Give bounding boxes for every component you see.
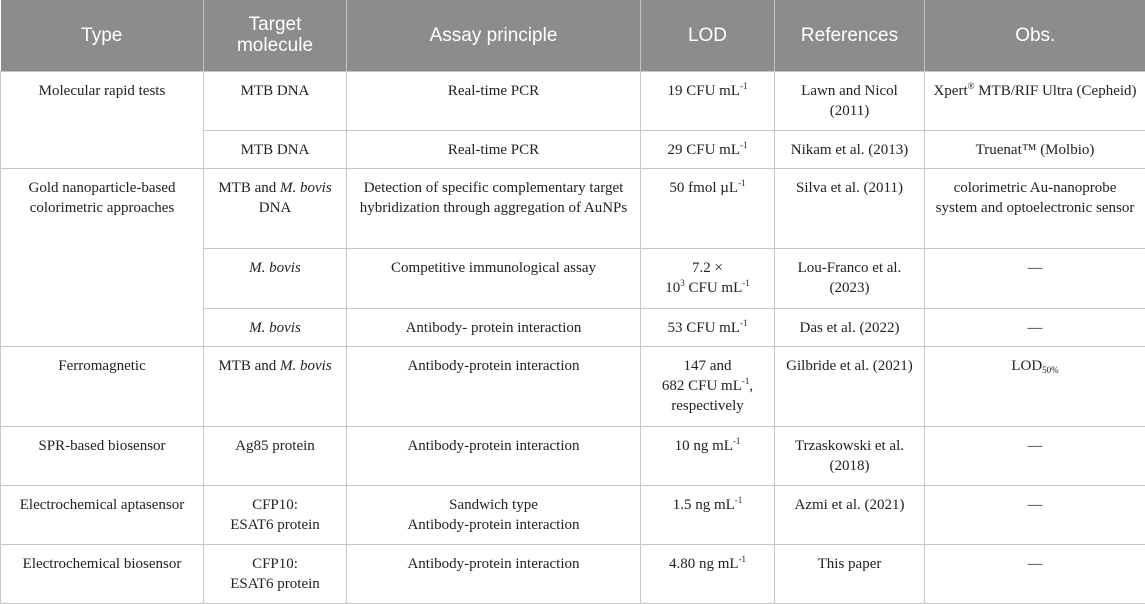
lod-exponent: -1 <box>740 80 748 91</box>
obs-cell <box>925 71 1145 130</box>
header-row <box>1 0 1145 71</box>
lod-cell <box>641 168 775 248</box>
type-cell: Molecular rapid tests <box>1 71 204 168</box>
lod-cell <box>641 71 775 130</box>
target-text: ESAT6 protein <box>230 516 320 533</box>
lod-value: 53 CFU mL <box>667 319 740 336</box>
header-target-molecule: Target molecule <box>204 0 347 71</box>
principle-text: Sandwich type <box>449 496 538 513</box>
target-text: MTB and <box>218 357 280 374</box>
table-row <box>1 544 1145 603</box>
header-type: Type <box>1 0 204 71</box>
table-row <box>1 346 1145 426</box>
obs-cell: — <box>925 426 1145 485</box>
lod-value: 10 <box>665 279 681 296</box>
target-cell: MTB DNA <box>204 71 347 130</box>
lod-value: 10 ng mL <box>674 437 733 454</box>
principle-cell <box>347 485 641 544</box>
reference-cell: Trzaskowski et al. (2018) <box>775 426 925 485</box>
lod-cell <box>641 426 775 485</box>
principle-cell: Antibody-protein interaction <box>347 346 641 426</box>
lod-value: 682 CFU mL <box>661 377 742 394</box>
target-cell <box>204 346 347 426</box>
type-cell: Electrochemical aptasensor <box>1 485 204 544</box>
lod-value: 4.80 ng mL <box>668 555 739 572</box>
type-cell: SPR-based biosensor <box>1 426 204 485</box>
target-cell <box>204 168 347 248</box>
registered-mark: ® <box>967 80 975 91</box>
table-row <box>1 168 1145 248</box>
lod-exponent: -1 <box>738 177 746 188</box>
obs-cell: — <box>925 544 1145 603</box>
type-cell: Ferromagnetic <box>1 346 204 426</box>
lod-exponent: -1 <box>742 277 750 288</box>
principle-cell: Antibody-protein interaction <box>347 426 641 485</box>
lod-exponent: -1 <box>738 553 747 564</box>
header-lod: LOD <box>641 0 775 71</box>
target-cell: Ag85 protein <box>204 426 347 485</box>
principle-cell: Competitive immunological assay <box>347 248 641 308</box>
principle-cell: Antibody- protein interaction <box>347 308 641 346</box>
table-row <box>1 71 1145 130</box>
lod-value: 7.2 × <box>692 259 723 276</box>
lod-exponent: -1 <box>732 435 741 446</box>
lod-value: CFU mL <box>684 279 743 296</box>
lod-cell <box>641 544 775 603</box>
reference-cell: Lou-Franco et al. (2023) <box>775 248 925 308</box>
obs-cell: colorimetric Au-nanoprobe system and optoelectronic sensor <box>925 168 1145 248</box>
target-text: MTB and <box>218 179 280 196</box>
lod-cell <box>641 308 775 346</box>
obs-text: MTB/RIF Ultra (Cepheid) <box>974 82 1137 99</box>
lod-value: , <box>749 377 754 394</box>
obs-subscript: 50% <box>1042 364 1059 375</box>
target-cell <box>204 485 347 544</box>
target-cell <box>204 544 347 603</box>
lod-cell <box>641 346 775 426</box>
type-cell: Gold nanoparticle-based colorimetric approaches <box>1 168 204 346</box>
obs-cell <box>925 346 1145 426</box>
reference-cell: Das et al. (2022) <box>775 308 925 346</box>
obs-text: LOD <box>1011 357 1043 374</box>
lod-exponent: -1 <box>740 317 748 328</box>
reference-cell: Silva et al. (2011) <box>775 168 925 248</box>
target-text: DNA <box>258 199 292 216</box>
type-cell: Electrochemical biosensor <box>1 544 204 603</box>
obs-cell: — <box>925 248 1145 308</box>
reference-cell: This paper <box>775 544 925 603</box>
lod-value: 1.5 ng mL <box>672 496 735 513</box>
principle-cell: Antibody-protein interaction <box>347 544 641 603</box>
lod-exponent: -1 <box>734 494 743 505</box>
lod-cell <box>641 485 775 544</box>
table-row <box>1 426 1145 485</box>
header-obs: Obs. <box>925 0 1145 71</box>
lod-exponent: 3 <box>680 277 685 288</box>
lod-value: 147 and <box>683 357 732 374</box>
lod-cell <box>641 130 775 168</box>
reference-cell: Azmi et al. (2021) <box>775 485 925 544</box>
lod-exponent: -1 <box>741 375 750 386</box>
lod-value: 50 fmol µL <box>669 179 739 196</box>
principle-cell: Real-time PCR <box>347 130 641 168</box>
species-name: M. bovis <box>280 357 332 374</box>
obs-cell: Truenat™ (Molbio) <box>925 130 1145 168</box>
lod-exponent: -1 <box>740 139 748 150</box>
table-row <box>1 485 1145 544</box>
lod-value: respectively <box>671 397 744 414</box>
target-cell: M. bovis <box>204 308 347 346</box>
reference-cell: Nikam et al. (2013) <box>775 130 925 168</box>
header-assay-principle: Assay principle <box>347 0 641 71</box>
header-references: References <box>775 0 925 71</box>
species-name: M. bovis <box>280 179 332 196</box>
lod-value: 29 CFU mL <box>667 141 740 158</box>
reference-cell: Gilbride et al. (2021) <box>775 346 925 426</box>
obs-cell: — <box>925 308 1145 346</box>
target-cell: M. bovis <box>204 248 347 308</box>
obs-text: Xpert <box>933 82 968 99</box>
principle-text: Antibody-protein interaction <box>407 516 580 533</box>
lod-value: 19 CFU mL <box>667 82 740 99</box>
target-text: CFP10: <box>252 496 298 513</box>
principle-cell: Real-time PCR <box>347 71 641 130</box>
target-text: ESAT6 protein <box>230 575 320 592</box>
lod-cell <box>641 248 775 308</box>
target-text: CFP10: <box>252 555 298 572</box>
reference-cell: Lawn and Nicol (2011) <box>775 71 925 130</box>
target-cell: MTB DNA <box>204 130 347 168</box>
principle-cell: Detection of specific complementary target hybridization through aggregation of AuNPs <box>347 168 641 248</box>
obs-cell: — <box>925 485 1145 544</box>
